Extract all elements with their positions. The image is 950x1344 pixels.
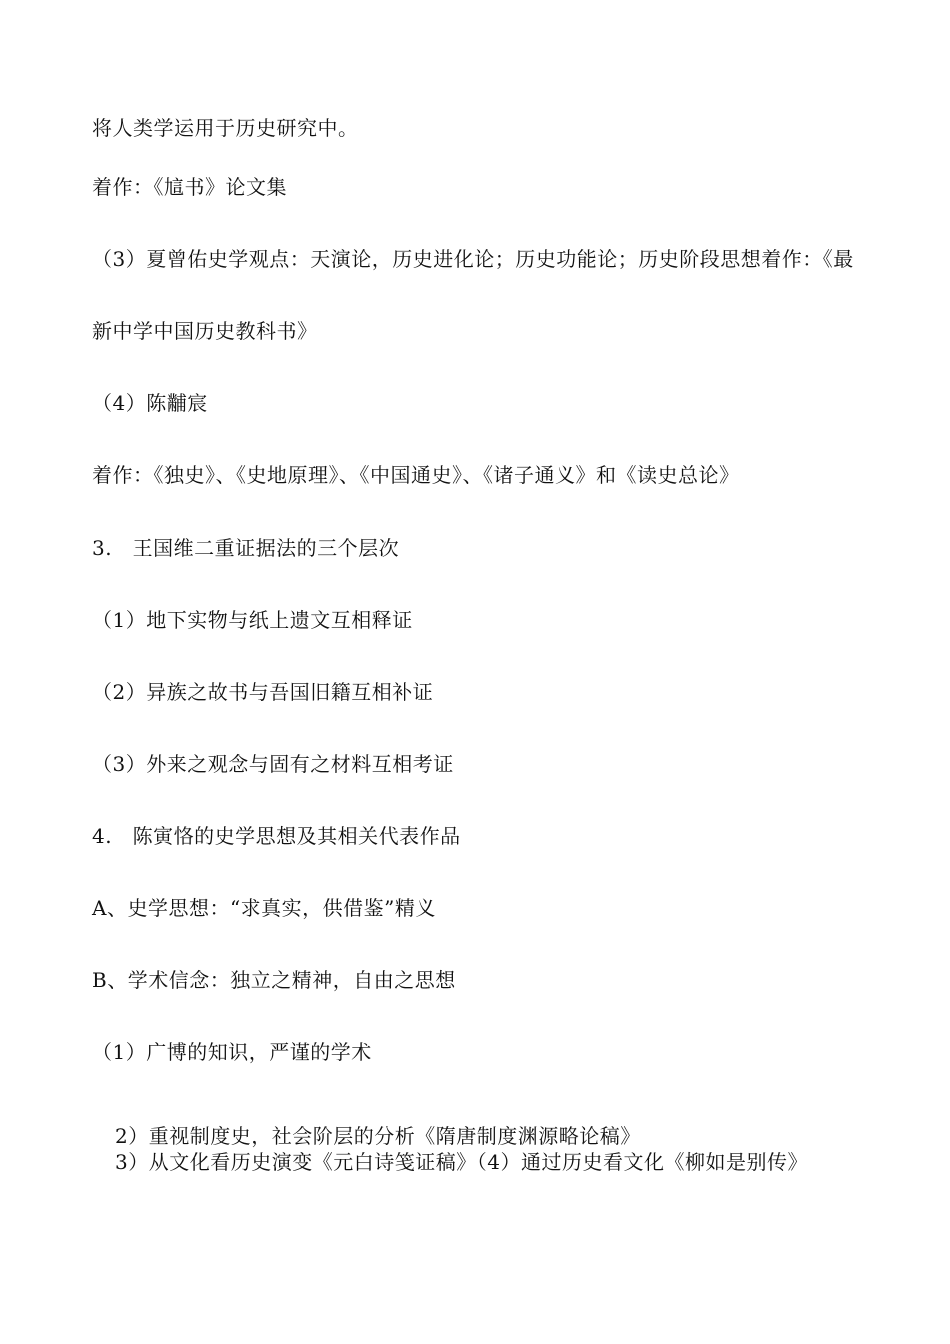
- text-line: （2）异族之故书与吾国旧籍互相补证: [92, 680, 434, 704]
- text-line: 2）重视制度史，社会阶层的分析《隋唐制度渊源略论稿》: [115, 1124, 641, 1148]
- section-heading: 3. 王国维二重证据法的三个层次: [92, 536, 400, 560]
- text-line: 新中学中国历史教科书》: [92, 319, 318, 343]
- text-line: （1）地下实物与纸上遗文互相释证: [92, 608, 413, 632]
- text-line: 将人类学运用于历史研究中。: [92, 116, 359, 140]
- text-line: （3）夏曾佑史学观点：天演论，历史进化论；历史功能论；历史阶段思想着作：《最: [92, 247, 854, 271]
- text-line: 着作：《訄书》论文集: [92, 175, 287, 199]
- text-line: （1）广博的知识，严谨的学术: [92, 1040, 372, 1064]
- section-heading: 4. 陈寅恪的史学思想及其相关代表作品: [92, 824, 461, 848]
- text-line: 3）从文化看历史演变《元白诗笺证稿》（4）通过历史看文化《柳如是别传》: [115, 1150, 808, 1174]
- text-line: B、学术信念：独立之精神，自由之思想: [92, 968, 456, 992]
- text-line: （4）陈黼宸: [92, 391, 208, 415]
- text-line: A、史学思想：“求真实，供借鉴”精义: [92, 896, 436, 920]
- text-line: （3）外来之观念与固有之材料互相考证: [92, 752, 454, 776]
- text-line: 着作：《独史》、《史地原理》、《中国通史》、《诸子通义》和《读史总论》: [92, 463, 740, 487]
